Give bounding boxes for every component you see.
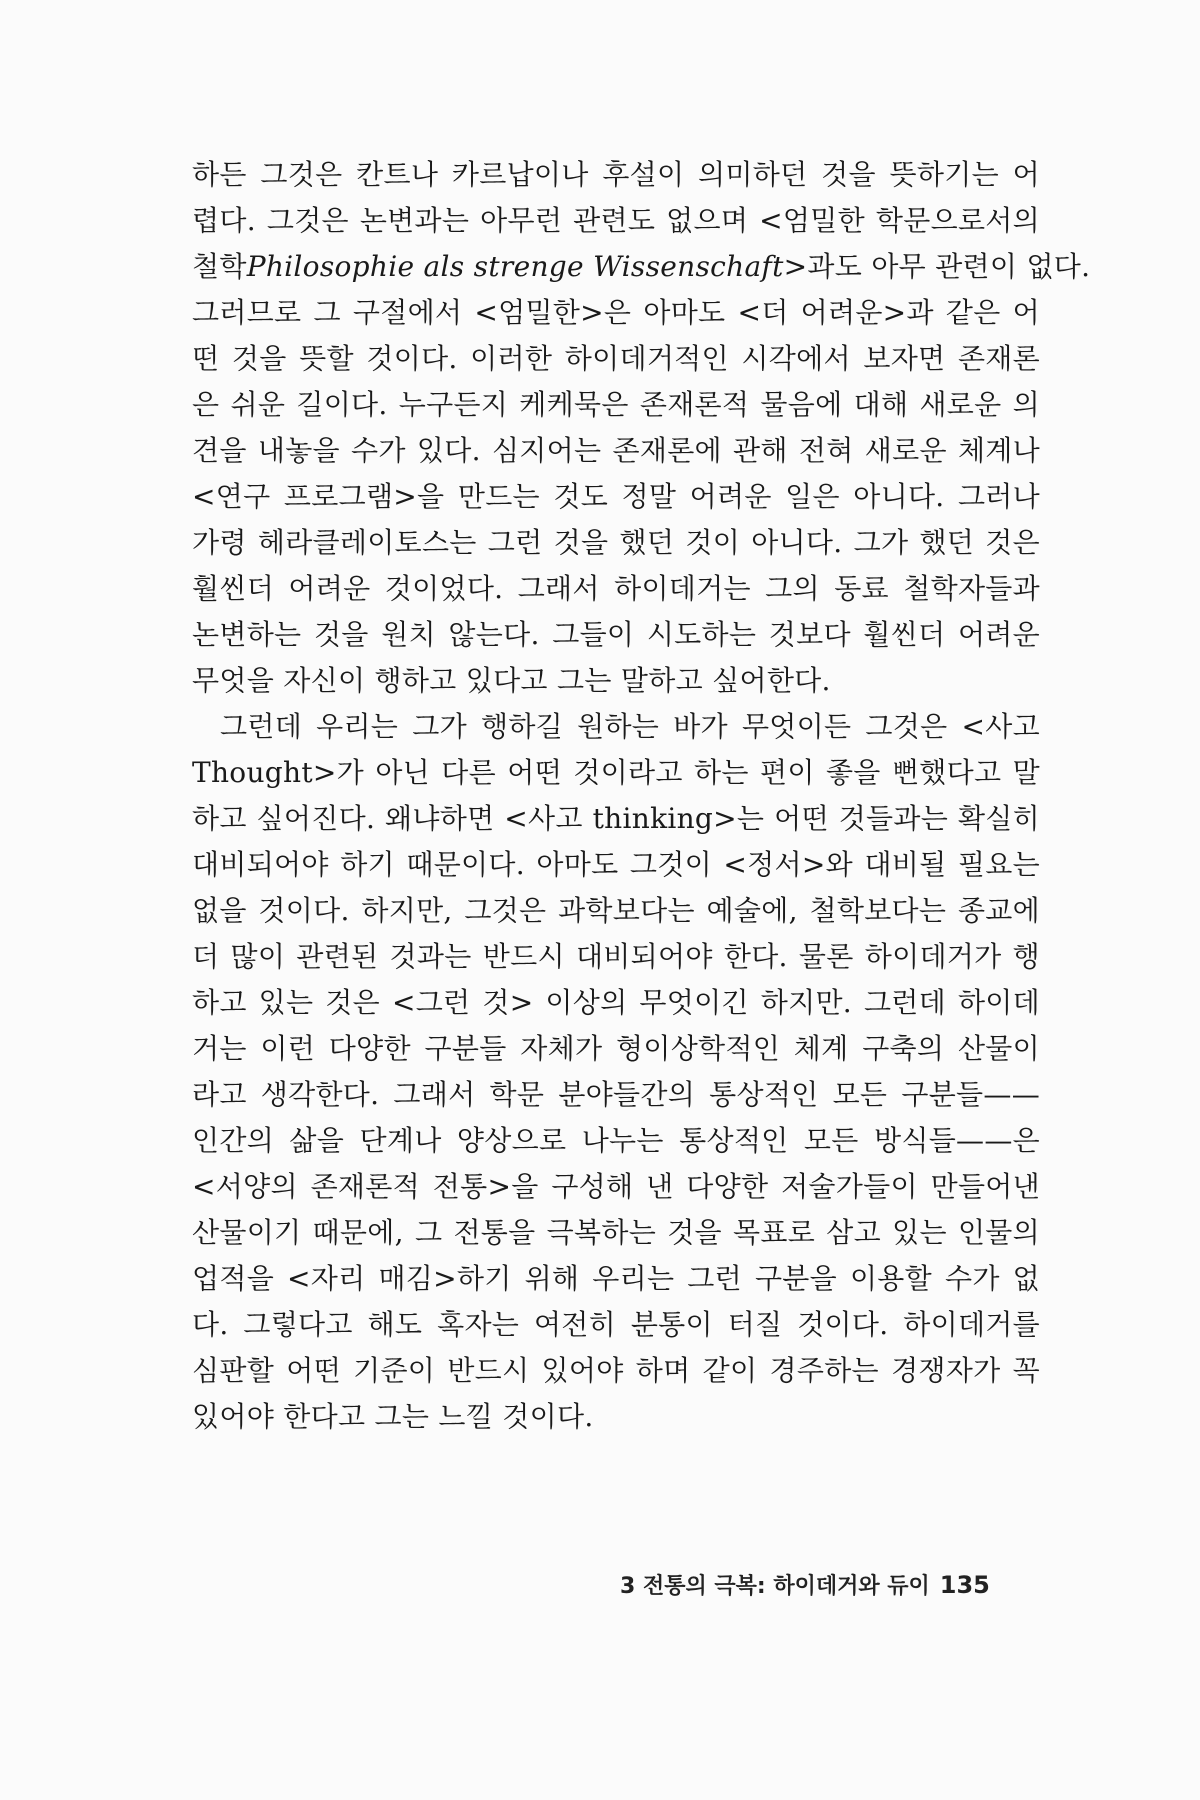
text-line: <서양의 존재론적 전통>을 구성해 낸 다양한 저술가들이 만들어낸 (192, 1170, 1040, 1203)
page-footer (620, 1565, 1000, 1605)
text-fragment: 철학 (192, 250, 247, 283)
text-line: 그런데 우리는 그가 행하길 원하는 바가 무엇이든 그것은 <사고 (220, 710, 1040, 743)
text-line: 하고 싶어진다. 왜냐하면 <사고 thinking>는 어떤 것들과는 확실히 (192, 802, 1040, 835)
text-line: 심판할 어떤 기준이 반드시 있어야 하며 같이 경주하는 경쟁자가 꼭 (192, 1354, 1040, 1387)
text-line: 하든 그것은 칸트나 카르납이나 후설이 의미하던 것을 뜻하기는 어 (192, 158, 1040, 191)
text-line: Thought>가 아닌 다른 어떤 것이라고 하는 편이 좋을 뻔했다고 말 (192, 756, 1040, 789)
text-line: 논변하는 것을 원치 않는다. 그들이 시도하는 것보다 훨씬더 어려운 (192, 618, 1040, 651)
page-number: 135 (939, 1571, 990, 1599)
text-fragment: >과도 아무 관련이 없다. (783, 250, 1091, 283)
text-line: 견을 내놓을 수가 있다. 심지어는 존재론에 관해 전혀 새로운 체계나 (192, 434, 1040, 467)
text-line: 떤 것을 뜻할 것이다. 이러한 하이데거적인 시각에서 보자면 존재론 (192, 342, 1040, 375)
text-line: 산물이기 때문에, 그 전통을 극복하는 것을 목표로 삼고 있는 인물의 (192, 1216, 1040, 1249)
running-head: 3 전통의 극복: 하이데거와 듀이 (620, 1574, 930, 1599)
text-line: 없을 것이다. 하지만, 그것은 과학보다는 예술에, 철학보다는 종교에 (192, 894, 1040, 927)
text-line: 거는 이런 다양한 구분들 자체가 형이상학적인 체계 구축의 산물이 (192, 1032, 1040, 1065)
text-line: 더 많이 관련된 것과는 반드시 대비되어야 한다. 물론 하이데거가 행 (192, 940, 1040, 973)
text-line: 대비되어야 하기 때문이다. 아마도 그것이 <정서>와 대비될 필요는 (192, 848, 1040, 881)
text-line: 있어야 한다고 그는 느낄 것이다. (192, 1400, 594, 1433)
text-line: 다. 그렇다고 해도 혹자는 여전히 분통이 터질 것이다. 하이데거를 (192, 1308, 1040, 1341)
text-line: 라고 생각한다. 그래서 학문 분야들간의 통상적인 모든 구분들—— (192, 1078, 1040, 1111)
text-line: 업적을 <자리 매김>하기 위해 우리는 그런 구분을 이용할 수가 없 (192, 1262, 1040, 1295)
body-text (192, 152, 1091, 1440)
text-line: 인간의 삶을 단계나 양상으로 나누는 통상적인 모든 방식들——은 (192, 1124, 1040, 1157)
text-line: <연구 프로그램>을 만드는 것도 정말 어려운 일은 아니다. 그러나 (192, 480, 1040, 513)
text-line: 렵다. 그것은 논변과는 아무런 관련도 없으며 <엄밀한 학문으로서의 (192, 204, 1040, 237)
text-line: 훨씬더 어려운 것이었다. 그래서 하이데거는 그의 동료 철학자들과 (192, 572, 1040, 605)
text-line: 하고 있는 것은 <그런 것> 이상의 무엇이긴 하지만. 그런데 하이데 (192, 986, 1040, 1019)
text-line: 무엇을 자신이 행하고 있다고 그는 말하고 싶어한다. (192, 664, 831, 697)
text-line: 그러므로 그 구절에서 <엄밀한>은 아마도 <더 어려운>과 같은 어 (192, 296, 1040, 329)
text-line: 가령 헤라클레이토스는 그런 것을 했던 것이 아니다. 그가 했던 것은 (192, 526, 1040, 559)
text-line (192, 244, 1091, 290)
text-line: 은 쉬운 길이다. 누구든지 케케묵은 존재론적 물음에 대해 새로운 의 (192, 388, 1040, 421)
italic-title: Philosophie als strenge Wissenschaft (246, 250, 784, 283)
paragraph-2 (192, 704, 1040, 1440)
paragraph-1 (192, 152, 1091, 704)
